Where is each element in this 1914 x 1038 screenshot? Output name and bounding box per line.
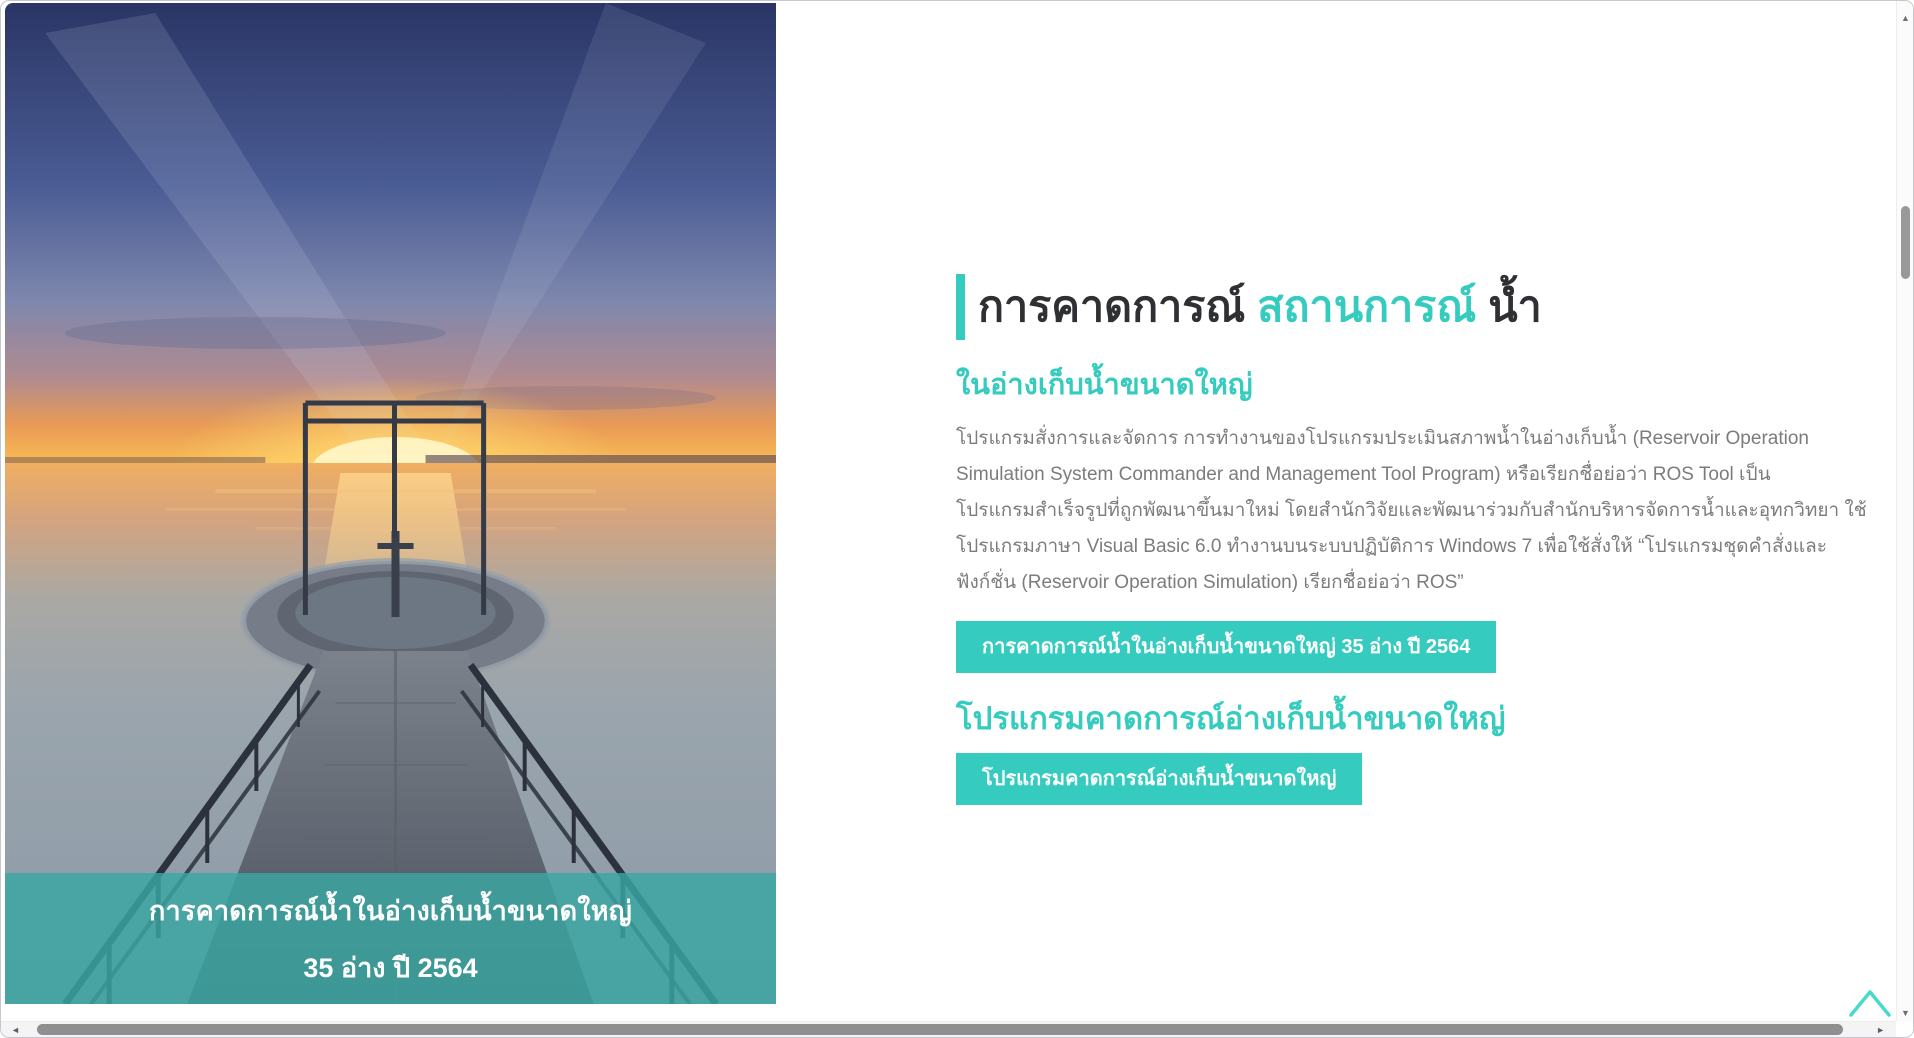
subtitle: ในอ่างเก็บน้ำขนาดใหญ่ — [956, 369, 1253, 401]
paragraph-line: โปรแกรมสำเร็จรูปที่ถูกพัฒนาขึ้นมาใหม่ โดยสำนักวิจัยและพัฒนาร่วมกับสำนักบริหารจัดการน้ำและอุทกวิทยา ใช้ — [956, 500, 1867, 521]
paragraph-line: ฟังก์ชั่น (Reservoir Operation Simulation) เรียกชื่อย่อว่า ROS” — [956, 572, 1464, 593]
forecast-report-button[interactable]: การคาดการณ์น้ำในอ่างเก็บน้ำขนาดใหญ่ 35 อ่าง ปี 2564 — [956, 621, 1496, 673]
program-section-heading: โปรแกรมคาดการณ์อ่างเก็บน้ำขนาดใหญ่ — [956, 701, 1506, 736]
scroll-right-arrow-icon[interactable]: ► — [1876, 1025, 1885, 1035]
reservoir-sunset-illustration — [5, 3, 776, 1004]
description-paragraph — [956, 421, 1867, 601]
scroll-down-arrow-icon[interactable]: ▼ — [1901, 1008, 1910, 1018]
paragraph-line: Simulation System Commander and Management Tool Program) หรือเรียกชื่อย่อว่า ROS Tool เป็น — [956, 464, 1771, 485]
title-accent-bar — [956, 274, 965, 340]
title-part-dark2: น้ำ — [1488, 283, 1542, 331]
horizontal-scrollbar-thumb[interactable] — [37, 1024, 1843, 1035]
vertical-scrollbar-thumb[interactable] — [1901, 206, 1910, 279]
title-part-dark1: การคาดการณ์ — [978, 283, 1246, 331]
horizontal-scrollbar[interactable] — [1, 1021, 1897, 1037]
back-to-top-button[interactable] — [1846, 984, 1894, 1022]
forecast-program-button[interactable]: โปรแกรมคาดการณ์อ่างเก็บน้ำขนาดใหญ่ — [956, 753, 1362, 805]
scrollbar-corner — [1896, 1021, 1913, 1037]
paragraph-line: โปรแกรมสั่งการและจัดการ การทำงานของโปรแกรมประเมินสภาพน้ำในอ่างเก็บน้ำ (Reservoir Operation — [956, 428, 1809, 449]
paragraph-line: โปรแกรมภาษา Visual Basic 6.0 ทำงานบนระบบปฏิบัติการ Windows 7 เพื่อใช้สั่งให้ “โปรแกรมชุดคำสั่งและ — [956, 536, 1827, 557]
hero-image — [5, 3, 776, 1004]
scroll-up-arrow-icon[interactable]: ▲ — [1901, 13, 1910, 23]
hero-caption-line2: 35 อ่าง ปี 2564 — [303, 952, 478, 983]
chevron-up-icon — [1846, 984, 1894, 1022]
scroll-left-arrow-icon[interactable]: ◄ — [11, 1025, 20, 1035]
hero-caption — [5, 873, 776, 1004]
vertical-scrollbar[interactable] — [1896, 1, 1913, 1022]
page-title — [956, 274, 1542, 340]
title-part-teal: สถานการณ์ — [1257, 283, 1477, 331]
hero-caption-line1: การคาดการณ์น้ำในอ่างเก็บน้ำขนาดใหญ่ — [149, 895, 632, 926]
